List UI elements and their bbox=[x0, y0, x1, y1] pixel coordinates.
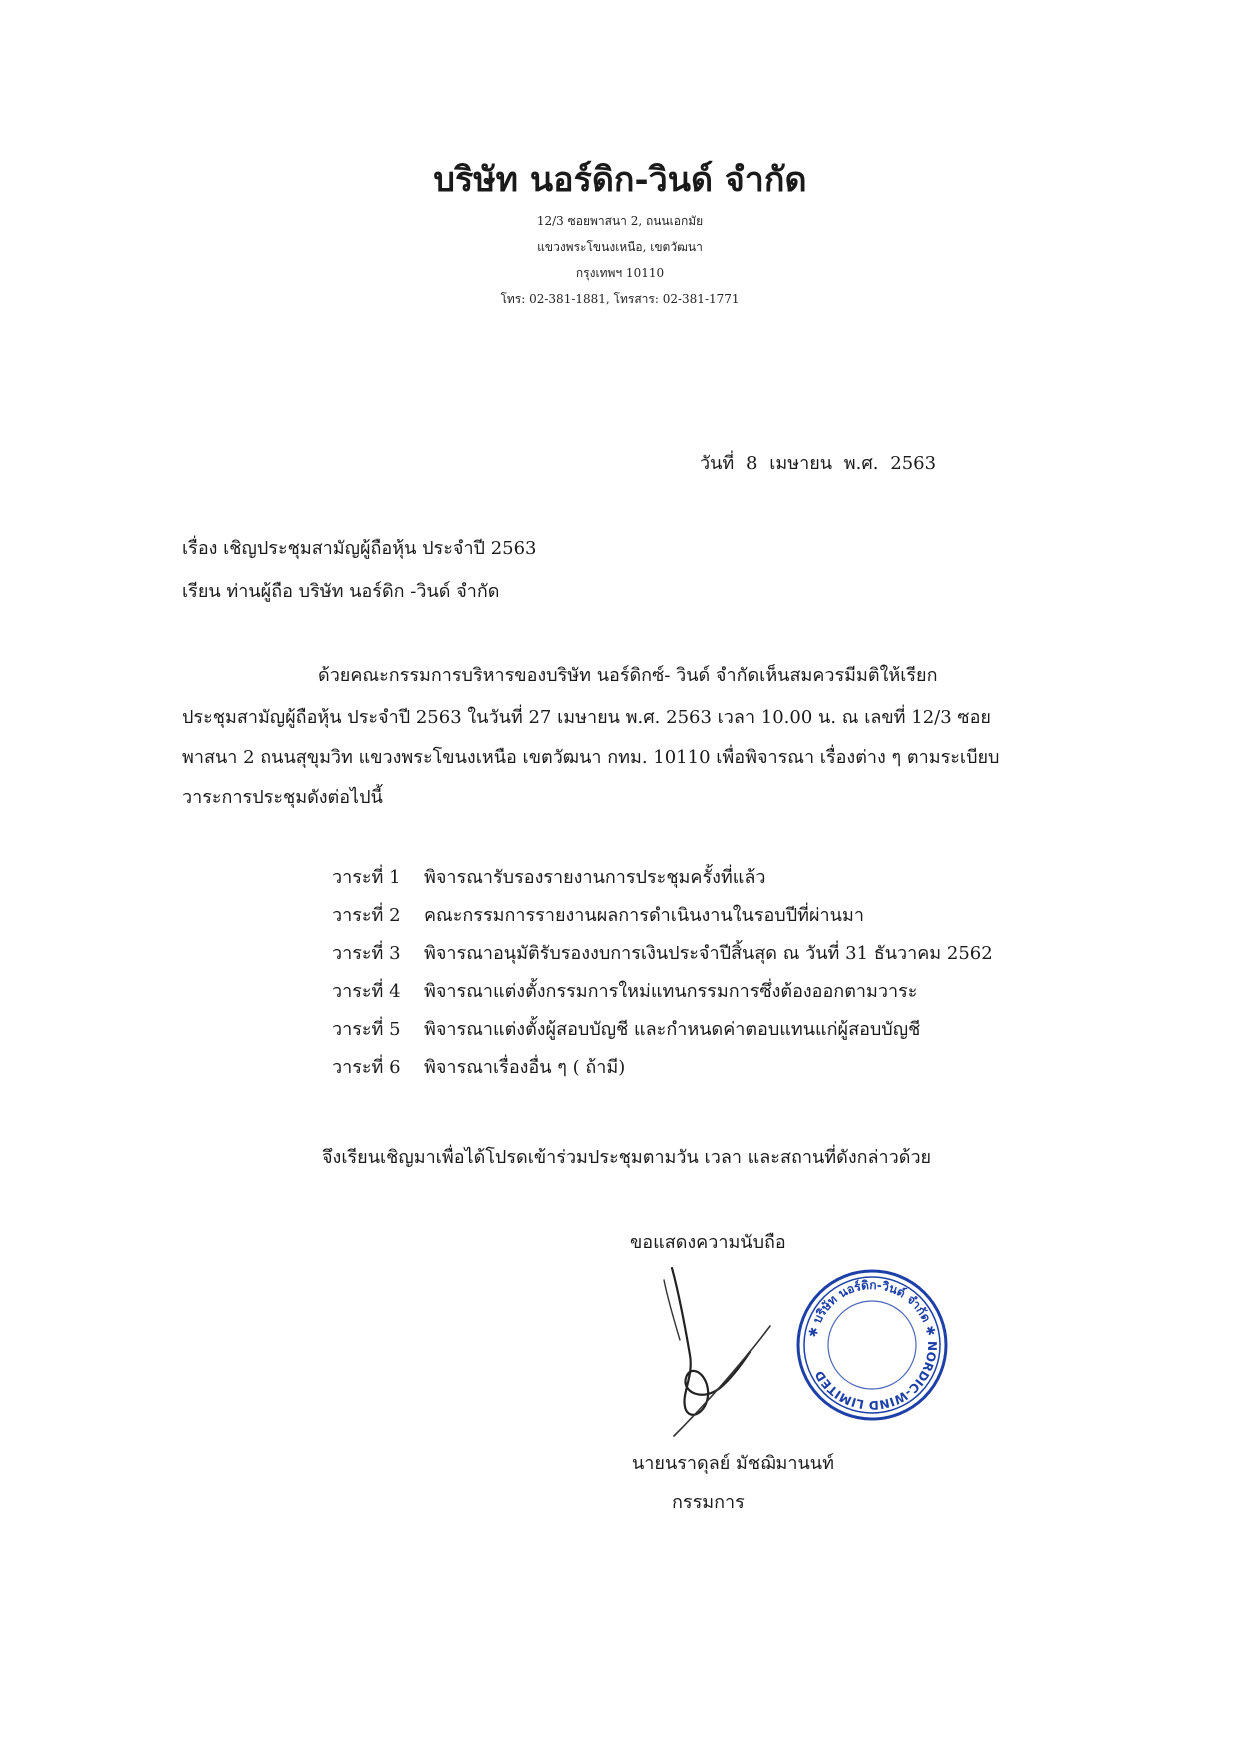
agenda-item bbox=[332, 900, 864, 929]
address-line-2: แขวงพระโขนงเหนือ, เขตวัฒนา bbox=[537, 240, 703, 254]
subject-line: เรื่อง เชิญประชุมสามัญผู้ถือหุ้น ประจำปี 2563 bbox=[182, 538, 537, 559]
company-seal-stamp bbox=[792, 1265, 952, 1425]
agenda-number: วาระที่ 6 bbox=[332, 1057, 401, 1078]
agenda-text: คณะกรรมการรายงานผลการดำเนินงานในรอบปีที่ผ่านมา bbox=[424, 905, 864, 926]
date-label: วันที่ bbox=[700, 453, 735, 474]
agenda-item bbox=[332, 862, 766, 891]
agenda-text: พิจารณาแต่งตั้งผู้สอบบัญชี และกำหนดค่าตอบแทนแก่ผู้สอบบัญชี bbox=[424, 1019, 921, 1040]
agenda-number: วาระที่ 4 bbox=[332, 981, 401, 1002]
agenda-text: พิจารณาเรื่องอื่น ๆ ( ถ้ามี) bbox=[424, 1057, 626, 1078]
handwritten-signature bbox=[650, 1260, 790, 1440]
body-line-3: พาสนา 2 ถนนสุขุมวิท แขวงพระโขนงเหนือ เขตวัฒนา กทม. 10110 เพื่อพิจารณา เรื่องต่าง ๆ ตามระเบียบ bbox=[182, 747, 1000, 768]
agenda-number: วาระที่ 2 bbox=[332, 905, 401, 926]
agenda-text: พิจารณารับรองรายงานการประชุมครั้งที่แล้ว bbox=[424, 867, 766, 888]
date-month: เมษายน bbox=[769, 453, 833, 474]
agenda-number: วาระที่ 5 bbox=[332, 1019, 401, 1040]
agenda-number: วาระที่ 3 bbox=[332, 943, 401, 964]
address-line-3: กรุงเทพฯ 10110 bbox=[575, 266, 665, 280]
address-line-1: 12/3 ซอยพาสนา 2, ถนนเอกมัย bbox=[536, 214, 704, 228]
agenda-text: พิจารณาแต่งตั้งกรรมการใหม่แทนกรรมการซึ่งต้องออกตามวาระ bbox=[424, 981, 918, 1002]
agenda-item bbox=[332, 938, 993, 967]
date-day: 8 bbox=[746, 453, 758, 474]
date-year: 2563 bbox=[890, 453, 937, 474]
agenda-number: วาระที่ 1 bbox=[332, 867, 401, 888]
agenda-item bbox=[332, 976, 917, 1005]
regards-line: ขอแสดงความนับถือ bbox=[630, 1232, 786, 1253]
signer-title: กรรมการ bbox=[672, 1492, 745, 1513]
company-name: บริษัท นอร์ดิก-วินด์ จำกัด bbox=[433, 160, 807, 200]
agenda-item bbox=[332, 1052, 625, 1081]
recipient-line: เรียน ท่านผู้ถือ บริษัท นอร์ดิก -วินด์ จำกัด bbox=[182, 581, 500, 602]
closing-line: จึงเรียนเชิญมาเพื่อได้โปรดเข้าร่วมประชุมตามวัน เวลา และสถานที่ดังกล่าวด้วย bbox=[322, 1147, 932, 1168]
contact-line: โทร: 02-381-1881, โทรสาร: 02-381-1771 bbox=[500, 292, 740, 306]
letter-date bbox=[700, 448, 942, 477]
body-line-4: วาระการประชุมดังต่อไปนี้ bbox=[182, 787, 383, 808]
svg-text:✱ บริษัท นอร์ดิก-วินด์ จำกัด ✱: ✱ บริษัท นอร์ดิก-วินด์ จำกัด ✱ NORDIC-WIND LIMITED bbox=[805, 1277, 940, 1413]
agenda-item bbox=[332, 1014, 920, 1043]
agenda-text: พิจารณาอนุมัติรับรองงบการเงินประจำปีสิ้นสุด ณ วันที่ 31 ธันวาคม 2562 bbox=[424, 943, 993, 964]
body-line-2: ประชุมสามัญผู้ถือหุ้น ประจำปี 2563 ในวันที่ 27 เมษายน พ.ศ. 2563 เวลา 10.00 น. ณ เลขที่ 12/3 ซอย bbox=[182, 707, 991, 728]
signer-name: นายนราดุลย์ มัชฌิมานนท์ bbox=[632, 1453, 834, 1474]
body-line-1: ด้วยคณะกรรมการบริหารของบริษัท นอร์ดิกซ์- วินด์ จำกัดเห็นสมควรมีมติให้เรียก bbox=[318, 665, 938, 686]
date-era: พ.ศ. bbox=[843, 453, 879, 474]
